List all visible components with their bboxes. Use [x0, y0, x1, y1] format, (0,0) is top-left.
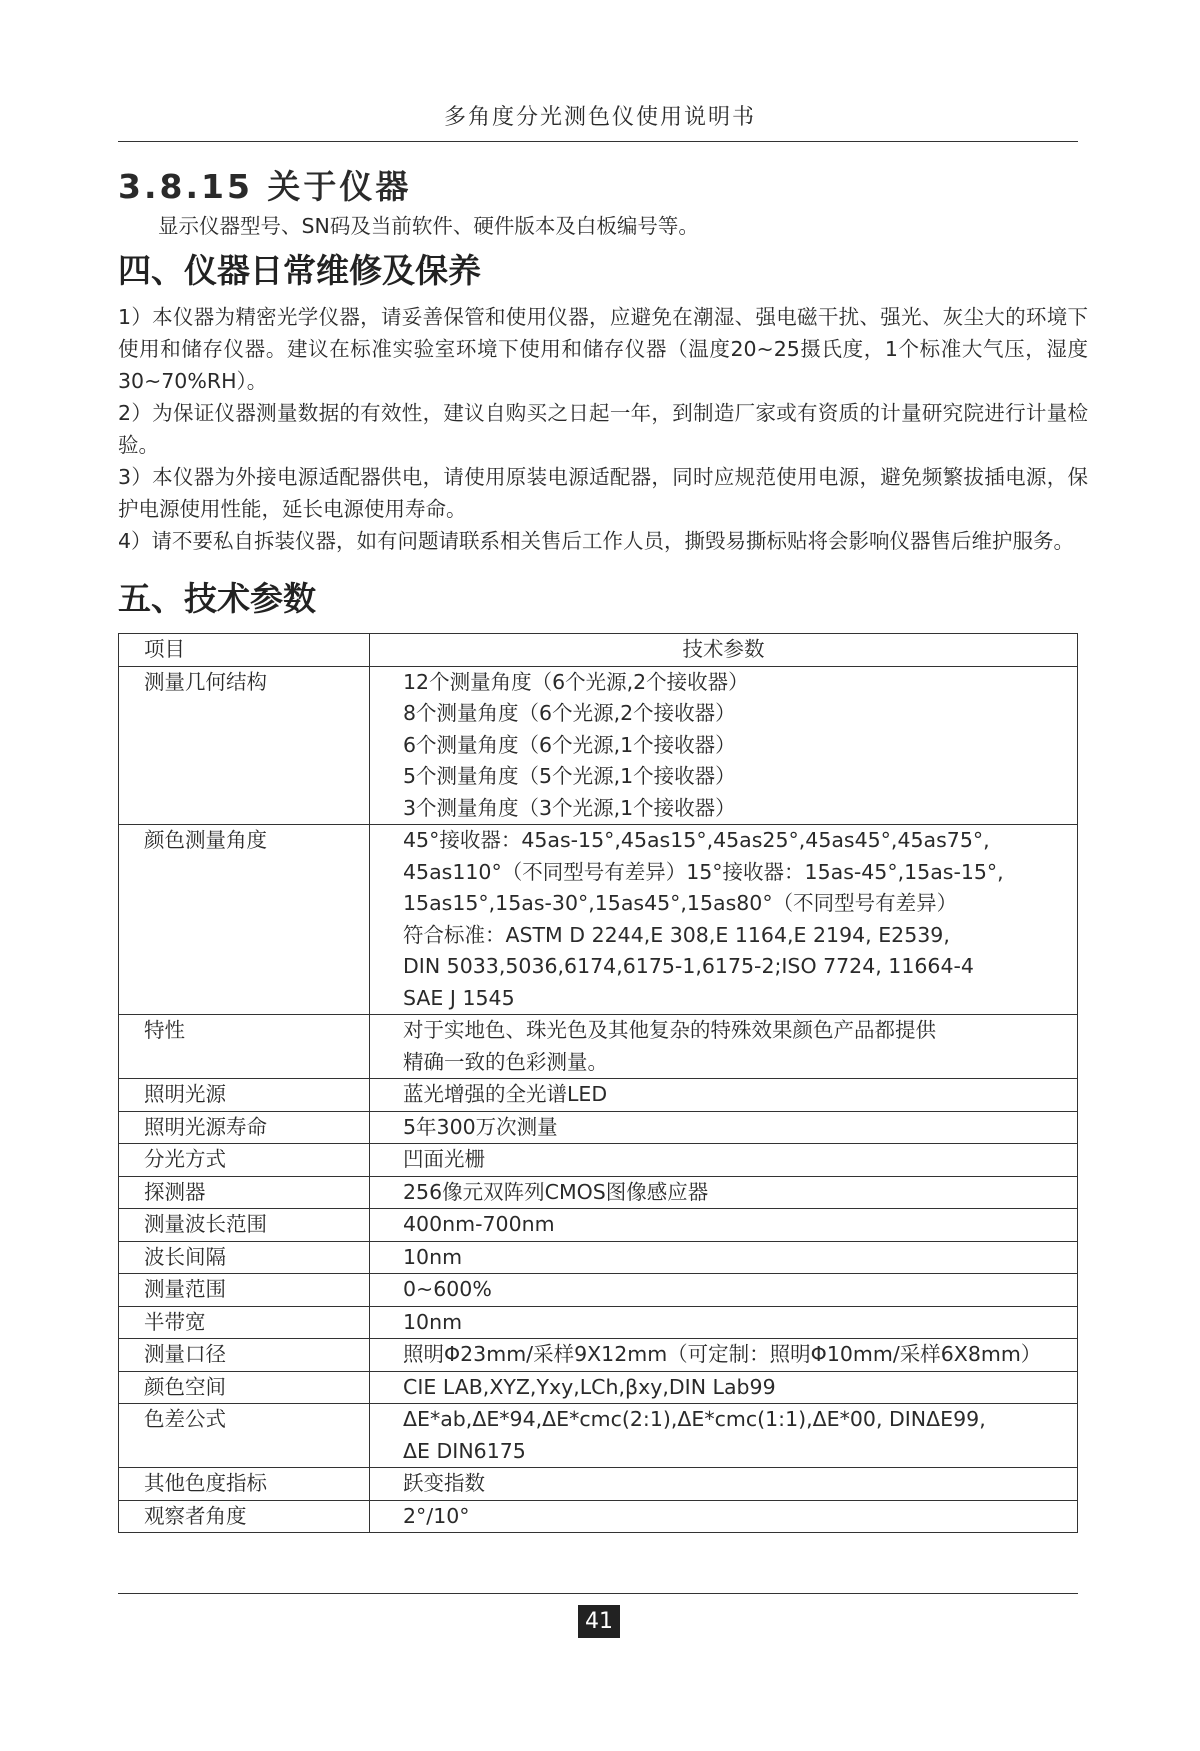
spec-key: 色差公式: [119, 1404, 370, 1468]
spec-value: [370, 1079, 1078, 1112]
spec-key: 照明光源: [119, 1079, 370, 1112]
maintenance-paragraph: 2）为保证仪器测量数据的有效性，建议自购买之日起一年，到制造厂家或有资质的计量研究院进行计量检验。: [118, 401, 1088, 457]
table-row: [119, 1015, 1078, 1079]
spec-value-line: 15as15°,15as-30°,15as45°,15as80°（不同型号有差异）: [403, 891, 958, 915]
spec-value-line: 5个测量角度（5个光源,1个接收器）: [403, 764, 736, 788]
spec-value: [370, 1371, 1078, 1404]
table-row: [119, 666, 1078, 825]
spec-table: [118, 633, 1078, 1533]
maintenance-paragraph: 1）本仪器为精密光学仪器，请妥善保管和使用仪器，应避免在潮湿、强电磁干扰、强光、灰尘大的环境下使用和储存仪器。建议在标准实验室环境下使用和储存仪器（温度20~25摄氏度，1个标准大气压，湿度30~70%RH）。: [118, 305, 1088, 393]
table-row: [119, 1111, 1078, 1144]
table-row: [119, 1468, 1078, 1501]
table-row: [119, 1339, 1078, 1372]
spec-value: [370, 1339, 1078, 1372]
spec-value: [370, 1404, 1078, 1468]
spec-value-line: CIE LAB,XYZ,Yxy,LCh,βxy,DIN Lab99: [403, 1374, 776, 1399]
page-content: [118, 165, 1088, 1533]
spec-value-line: 照明Φ23mm/采样9X12mm（可定制：照明Φ10mm/采样6X8mm）: [403, 1342, 1042, 1366]
table-row: [119, 1176, 1078, 1209]
spec-value: [370, 1144, 1078, 1177]
maintenance-paragraph: 3）本仪器为外接电源适配器供电，请使用原装电源适配器，同时应规范使用电源，避免频繁拔插电源，保护电源使用性能，延长电源使用寿命。: [118, 465, 1088, 521]
spec-value: [370, 825, 1078, 1015]
spec-value-line: 10nm: [403, 1244, 463, 1269]
spec-value: [370, 1209, 1078, 1242]
section-5-heading: 五、技术参数: [118, 579, 316, 618]
spec-value-line: 8个测量角度（6个光源,2个接收器）: [403, 701, 736, 725]
section-3-8-15-heading: 3.8.15 关于仪器: [118, 167, 412, 206]
spec-value: [370, 1274, 1078, 1307]
spec-key: 特性: [119, 1015, 370, 1079]
spec-value-line: 对于实地色、珠光色及其他复杂的特殊效果颜色产品都提供: [403, 1018, 936, 1042]
spec-header-item: 项目: [119, 634, 370, 667]
spec-value: [370, 1176, 1078, 1209]
spec-value: [370, 1111, 1078, 1144]
spec-value-line: 12个测量角度（6个光源,2个接收器）: [403, 669, 749, 694]
spec-value: [370, 1306, 1078, 1339]
spec-key: 测量几何结构: [119, 666, 370, 825]
spec-table-header-row: [119, 634, 1078, 667]
spec-key: 其他色度指标: [119, 1468, 370, 1501]
spec-value-line: 精确一致的色彩测量。: [403, 1049, 608, 1074]
spec-value-line: 45°接收器：45as-15°,45as15°,45as25°,45as45°,45as75°,: [403, 828, 990, 852]
spec-key: 波长间隔: [119, 1241, 370, 1274]
spec-value-line: 跃变指数: [403, 1471, 485, 1495]
spec-key: 测量范围: [119, 1274, 370, 1307]
maintenance-paragraph: 4）请不要私自拆装仪器，如有问题请联系相关售后工作人员，撕毁易撕标贴将会影响仪器售后维护服务。: [118, 529, 1075, 553]
table-row: [119, 1144, 1078, 1177]
spec-value-line: 256像元双阵列CMOS图像感应器: [403, 1179, 709, 1204]
spec-value-line: 3个测量角度（3个光源,1个接收器）: [403, 795, 736, 820]
table-row: [119, 1209, 1078, 1242]
table-row: [119, 1241, 1078, 1274]
header-rule: [118, 141, 1078, 142]
spec-value-line: 10nm: [403, 1309, 463, 1334]
spec-value: [370, 1500, 1078, 1533]
spec-header-param: 技术参数: [370, 634, 1078, 667]
spec-value-line: 2°/10°: [403, 1503, 470, 1528]
spec-value-line: DIN 5033,5036,6174,6175-1,6175-2;ISO 7724, 11664-4: [403, 954, 974, 978]
table-row: [119, 1500, 1078, 1533]
section-3-8-15-description: 显示仪器型号、SN码及当前软件、硬件版本及白板编号等。: [158, 214, 699, 238]
spec-key: 测量波长范围: [119, 1209, 370, 1242]
spec-value-line: ΔE DIN6175: [403, 1438, 526, 1463]
spec-key: 探测器: [119, 1176, 370, 1209]
spec-key: 颜色测量角度: [119, 825, 370, 1015]
section-4-heading: 四、仪器日常维修及保养: [118, 251, 481, 290]
spec-key: 测量口径: [119, 1339, 370, 1372]
spec-key: 观察者角度: [119, 1500, 370, 1533]
spec-key: 分光方式: [119, 1144, 370, 1177]
table-row: [119, 1274, 1078, 1307]
spec-value: [370, 666, 1078, 825]
spec-value-line: 蓝光增强的全光谱LED: [403, 1082, 608, 1106]
spec-value-line: 6个测量角度（6个光源,1个接收器）: [403, 732, 736, 757]
table-row: [119, 1306, 1078, 1339]
spec-key: 半带宽: [119, 1306, 370, 1339]
spec-value-line: 凹面光栅: [403, 1147, 485, 1171]
spec-value-line: 5年300万次测量: [403, 1114, 558, 1139]
table-row: [119, 1079, 1078, 1112]
table-row: [119, 1371, 1078, 1404]
spec-value-line: 45as110°（不同型号有差异）15°接收器：15as-45°,15as-15°,: [403, 859, 1004, 884]
spec-value-line: 400nm-700nm: [403, 1212, 555, 1236]
running-header: 多角度分光测色仪使用说明书: [443, 105, 756, 130]
spec-value-line: SAE J 1545: [403, 985, 515, 1010]
spec-value-line: 符合标准：ASTM D 2244,E 308,E 1164,E 2194, E2539,: [403, 922, 950, 947]
footer-rule: [118, 1593, 1078, 1594]
table-row: [119, 1404, 1078, 1468]
spec-value: [370, 1241, 1078, 1274]
table-row: [119, 825, 1078, 1015]
spec-key: 照明光源寿命: [119, 1111, 370, 1144]
spec-value: [370, 1015, 1078, 1079]
spec-value-line: 0~600%: [403, 1277, 492, 1301]
spec-key: 颜色空间: [119, 1371, 370, 1404]
spec-value: [370, 1468, 1078, 1501]
spec-value-line: ΔE*ab,ΔE*94,ΔE*cmc(2:1),ΔE*cmc(1:1),ΔE*00, DINΔE99,: [403, 1407, 986, 1431]
page-number: 41: [578, 1605, 620, 1638]
